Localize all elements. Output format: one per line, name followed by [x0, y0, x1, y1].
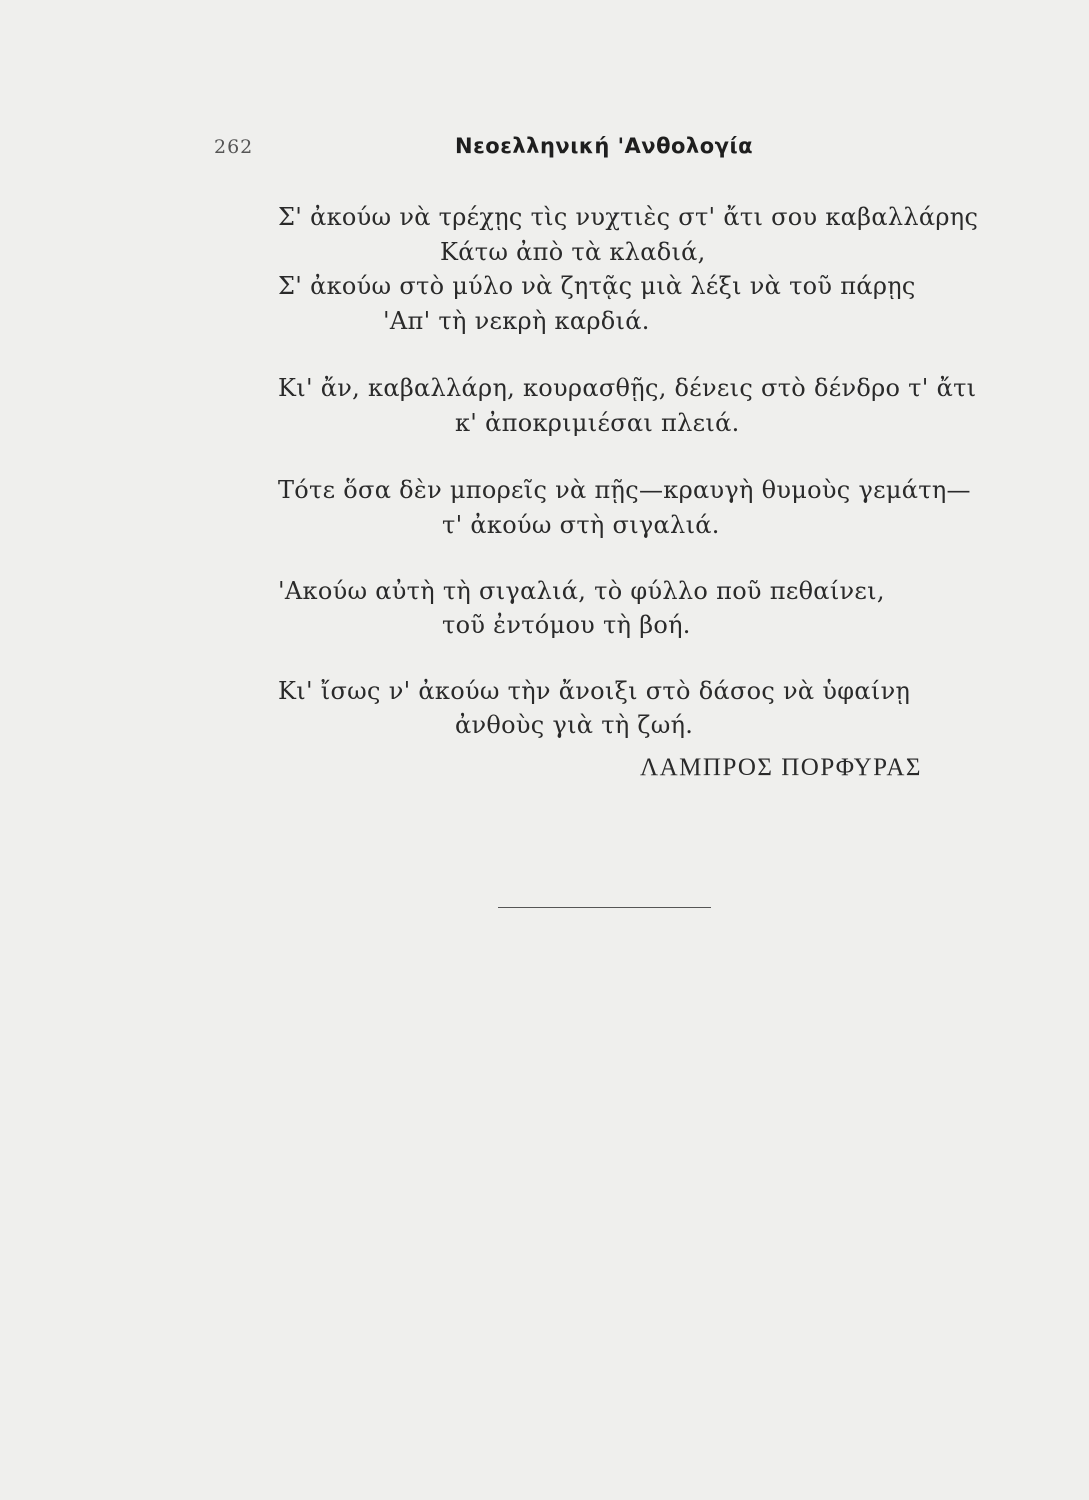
poem-line: 'Ακούω αὐτὴ τὴ σιγαλιά, τὸ φύλλο ποῦ πεθαίνει, [278, 577, 885, 605]
poem-line: Κι' ἄν, καβαλλάρη, κουρασθῇς, δένεις στὸ δένδρο τ' ἄτι [278, 374, 977, 402]
page-number: 262 [214, 136, 254, 158]
end-rule [498, 907, 711, 908]
poem-line: Κάτω ἀπὸ τὰ κλαδιά, [440, 238, 706, 266]
poem-line: 'Απ' τὴ νεκρὴ καρδιά. [383, 307, 650, 335]
poem-line: τοῦ ἐντόμου τὴ βοή. [442, 611, 691, 639]
poem-line: Τότε ὅσα δὲν μπορεῖς νὰ πῇς—κραυγὴ θυμοὺς γεμάτη— [278, 476, 971, 504]
poem-line: Σ' ἀκούω νὰ τρέχῃς τὶς νυχτιὲς στ' ἄτι σου καβαλλάρης [278, 203, 979, 231]
poem-line: τ' ἀκούω στὴ σιγαλιά. [442, 511, 720, 539]
running-head: Νεοελληνική 'Ανθολογία [455, 134, 754, 158]
poem-line: ἀνθοὺς γιὰ τὴ ζωή. [455, 711, 694, 739]
author-signature: ΛΑΜΠΡΟΣ ΠΟΡΦΥΡΑΣ [640, 754, 922, 781]
poem-line: Σ' ἀκούω στὸ μύλο νὰ ζητᾷς μιὰ λέξι νὰ τοῦ πάρῃς [278, 272, 916, 300]
poem-line: Κι' ἴσως ν' ἀκούω τὴν ἄνοιξι στὸ δάσος νὰ ὑφαίνῃ [278, 677, 911, 705]
poem-line: κ' ἀποκριμιέσαι πλειά. [455, 409, 740, 437]
